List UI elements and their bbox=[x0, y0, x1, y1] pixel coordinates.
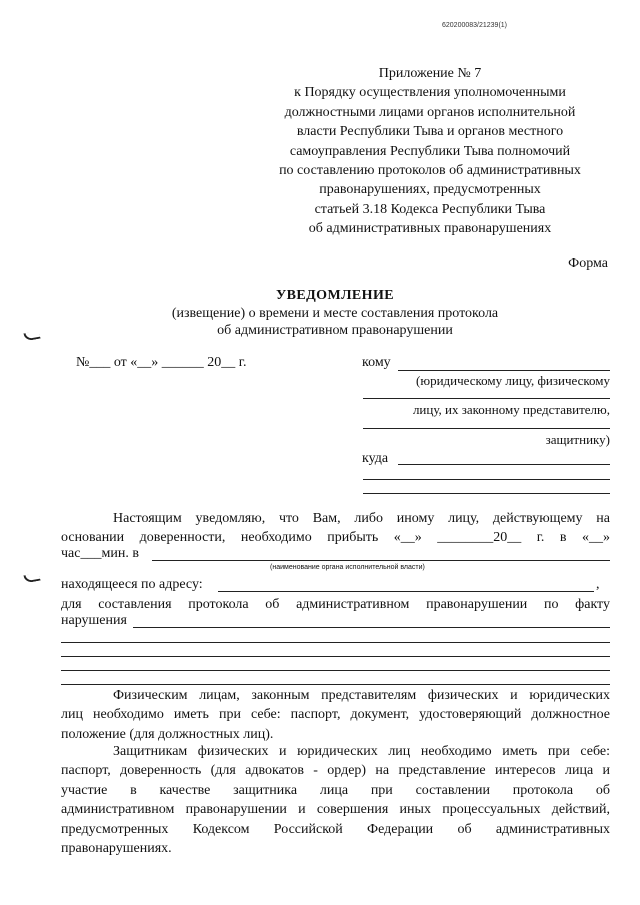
form-label: Форма bbox=[568, 256, 608, 271]
note-defenders bbox=[61, 742, 610, 858]
appendix-line: власти Республики Тыва и органов местного bbox=[296, 124, 564, 140]
appendix-header bbox=[250, 64, 610, 239]
document-subtitle: (извещение) о времени и месте составления протокола bbox=[171, 306, 499, 321]
where-label: куда bbox=[362, 451, 389, 466]
note-line: Защитникам физических и юридических лиц необходимо иметь при себе: bbox=[113, 744, 610, 759]
body-line: основании доверенности, необходимо прибыть «__» ________20__ г. в «__» bbox=[61, 530, 610, 545]
appendix-line: об административных правонарушениях bbox=[308, 221, 552, 237]
address-line bbox=[218, 591, 594, 592]
appendix-line: по составлению протоколов об административных bbox=[279, 163, 581, 179]
where-line bbox=[398, 464, 610, 465]
note-line: административном правонарушении и совершения иных процессуальных действий, bbox=[61, 802, 610, 818]
note-line: участие в качестве защитника лица при составлении протокола об bbox=[61, 782, 610, 798]
address-end: , bbox=[596, 577, 600, 592]
to-label: кому bbox=[362, 355, 391, 370]
note-line: положение (для должностных лиц). bbox=[61, 726, 274, 742]
note-line: Физическим лицам, законным представителям физических и юридических bbox=[113, 688, 610, 703]
to-line bbox=[398, 370, 610, 371]
appendix-line: самоуправления Республики Тыва полномочий bbox=[289, 143, 571, 159]
note-line: предусмотренных Кодексом Российской Федерации об административных bbox=[61, 821, 610, 837]
appendix-line: к Порядку осуществления уполномоченными bbox=[294, 85, 566, 101]
where-line bbox=[363, 479, 610, 480]
document-title: УВЕДОМЛЕНИЕ bbox=[276, 288, 394, 303]
number-date-field: №___ от «__» ______ 20__ г. bbox=[76, 355, 247, 370]
note-line: паспорт, доверенность (для адвокатов - ордер) на представление интересов лица и bbox=[61, 763, 610, 779]
document-subtitle: об административном правонарушении bbox=[217, 323, 453, 338]
appendix-line: Приложение № 7 bbox=[378, 66, 482, 81]
violation-line bbox=[61, 670, 610, 671]
document-id: 620200083/21239(1) bbox=[442, 22, 508, 29]
note-line: правонарушениях. bbox=[61, 841, 172, 857]
organ-line bbox=[152, 560, 610, 561]
body-line: час___мин. в bbox=[61, 546, 139, 561]
note-individuals bbox=[61, 686, 610, 744]
margin-mark bbox=[23, 331, 40, 342]
violation-line bbox=[133, 627, 610, 628]
where-line bbox=[363, 493, 610, 494]
to-hint: защитнику) bbox=[545, 432, 610, 447]
margin-mark bbox=[23, 573, 40, 584]
to-hint: (юридическому лицу, физическому bbox=[416, 373, 610, 388]
body-line: для составления протокола об административном правонарушении по факту bbox=[61, 597, 610, 612]
violation-line bbox=[61, 684, 610, 685]
appendix-line: правонарушениях, предусмотренных bbox=[319, 182, 541, 198]
appendix-line: статьей 3.18 Кодекса Республики Тыва bbox=[314, 201, 546, 217]
address-label: находящееся по адресу: bbox=[61, 577, 203, 592]
violation-line bbox=[61, 656, 610, 657]
body-line: Настоящим уведомляю, что Вам, либо иному лицу, действующему на bbox=[113, 511, 610, 526]
to-line bbox=[363, 428, 610, 429]
note-line: лиц необходимо иметь при себе: паспорт, документ, удостоверяющий должностное bbox=[61, 707, 610, 723]
to-line bbox=[363, 398, 610, 399]
violation-line bbox=[61, 642, 610, 643]
body-line: нарушения bbox=[61, 613, 127, 628]
organ-hint: (наименование органа исполнительной власти) bbox=[270, 564, 425, 571]
appendix-line: должностными лицами органов исполнительной bbox=[284, 104, 576, 120]
to-hint: лицу, их законному представителю, bbox=[412, 402, 610, 417]
